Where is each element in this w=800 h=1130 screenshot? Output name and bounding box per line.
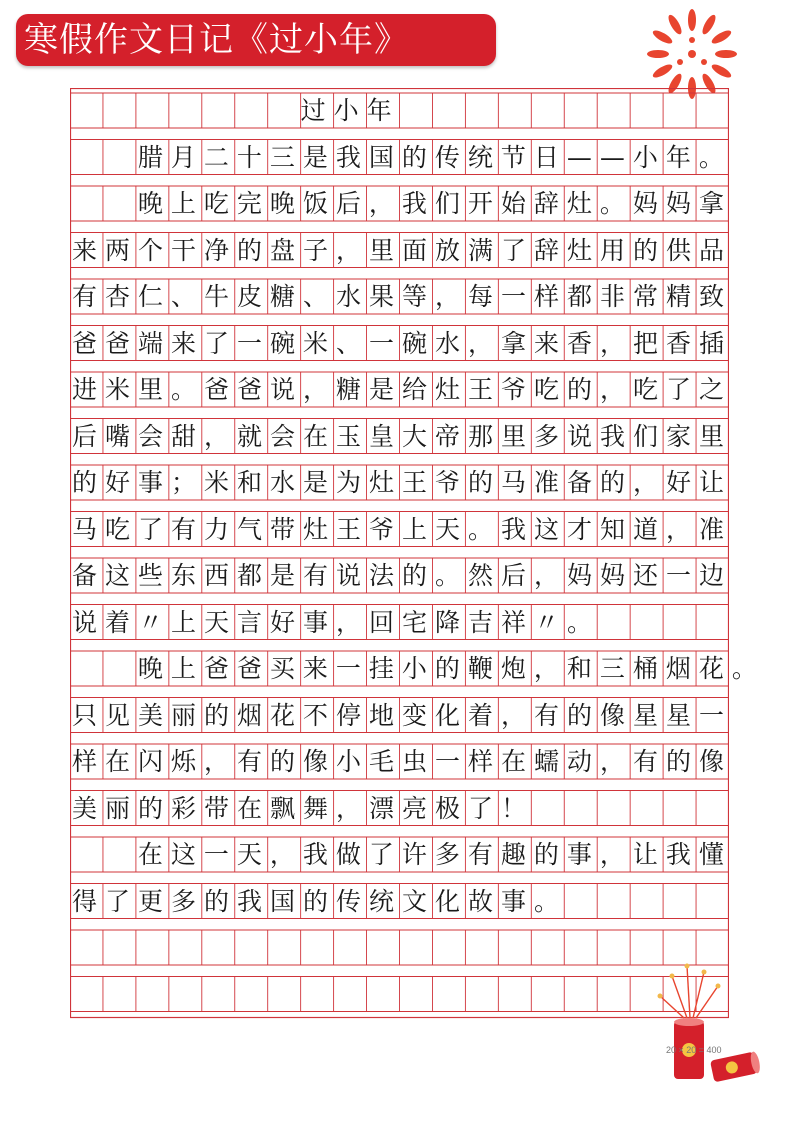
essay-line: 腊月二十三是我国的传统节日——小年。 xyxy=(137,142,732,172)
essay-text xyxy=(70,88,765,1019)
title-banner xyxy=(16,14,496,66)
essay-line: 爸爸端来了一碗米、一碗水，拿来香，把香插 xyxy=(72,328,733,358)
essay-line: 晚上爸爸买来一挂小的鞭炮，和三桶烟花。 xyxy=(137,654,765,683)
essay-line: 备这些东西都是有说法的。然后，妈妈还一边 xyxy=(72,561,733,590)
essay-line: 后嘴会甜，就会在玉皇大帝那里多说我们家里 xyxy=(72,421,733,451)
essay-line: 晚上吃完晚饭后，我们开始辞灶。妈妈拿 xyxy=(137,189,732,218)
essay-line: 美丽的彩带在飘舞，漂亮极了！ xyxy=(72,793,535,823)
essay-line: 只见美丽的烟花不停地变化着，有的像星星一 xyxy=(72,700,733,730)
banner-title: 寒假作文日记《过小年》 xyxy=(24,20,409,60)
essay-line: 得了更多的我国的传统文化故事。 xyxy=(72,886,568,916)
essay-line: 在这一天，我做了许多有趣的事，让我懂 xyxy=(137,840,732,869)
essay-paper xyxy=(70,88,765,1019)
firecracker-icon xyxy=(642,956,762,1096)
essay-line: 的好事；米和水是为灶王爷的马准备的，好让 xyxy=(72,468,733,497)
essay-line: 说着〃上天言好事，回宅降吉祥〃。 xyxy=(72,607,601,637)
essay-line: 进米里。爸爸说，糖是给灶王爷吃的，吃了之 xyxy=(72,375,733,404)
essay-line: 有杏仁、牛皮糖、水果等，每一样都非常精致 xyxy=(72,282,733,311)
essay-line: 来两个干净的盘子，里面放满了辞灶用的供品 xyxy=(72,235,733,265)
grid-counter: 20 × 20 = 400 xyxy=(666,1045,722,1055)
essay-title: 过小年 xyxy=(300,96,400,125)
essay-line: 样在闪烁，有的像小毛虫一样在蠕动，有的像 xyxy=(72,747,733,776)
essay-line: 马吃了有力气带灶王爷上天。我这才知道，准 xyxy=(72,514,733,544)
